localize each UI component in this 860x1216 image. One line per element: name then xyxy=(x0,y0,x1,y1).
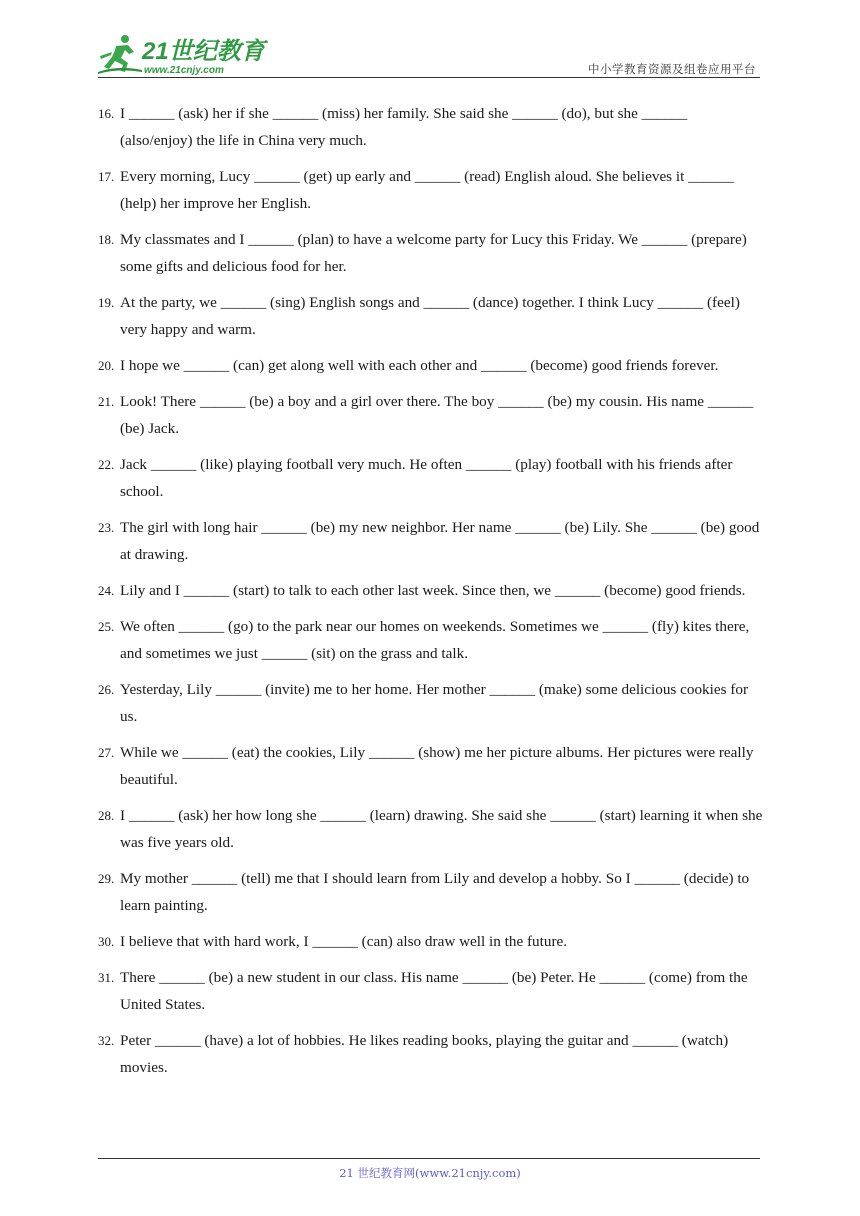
question-number: 24. xyxy=(98,583,115,598)
question-text: Jack ______ (like) playing football very much. He often ______ (play) football with his friends after school. xyxy=(120,456,733,500)
question-number: 17. xyxy=(98,169,115,184)
question-text: Look! There ______ (be) a boy and a girl over there. The boy ______ (be) my cousin. His name ______ (be) Jack. xyxy=(120,393,754,437)
question-text: My classmates and I ______ (plan) to have a welcome party for Lucy this Friday. We ______ (prepare) some gifts and delicious food for her. xyxy=(120,231,747,275)
question-item xyxy=(98,676,763,730)
question-item xyxy=(98,865,763,919)
question-item xyxy=(98,388,763,442)
question-item xyxy=(98,289,763,343)
question-text: We often ______ (go) to the park near our homes on weekends. Sometimes we ______ (fly) kites there, and sometimes we just ______ (sit) on the grass and talk. xyxy=(120,618,750,662)
logo-text: 21世纪教育 xyxy=(142,38,265,65)
question-text: At the party, we ______ (sing) English songs and ______ (dance) together. I think Lucy ______ (feel) very happy and warm. xyxy=(120,294,740,338)
question-item xyxy=(98,163,763,217)
question-number: 30. xyxy=(98,934,115,949)
question-item xyxy=(98,739,763,793)
question-text: Lily and I ______ (start) to talk to each other last week. Since then, we ______ (become) good friends. xyxy=(120,582,746,599)
header-divider xyxy=(98,77,760,78)
page-footer: 21 世纪教育网(www.21cnjy.com) xyxy=(339,1166,521,1180)
question-text: I hope we ______ (can) get along well with each other and ______ (become) good friends forever. xyxy=(120,357,719,374)
question-text: There ______ (be) a new student in our class. His name ______ (be) Peter. He ______ (come) from the United States. xyxy=(120,969,748,1013)
question-item xyxy=(98,514,763,568)
question-text: My mother ______ (tell) me that I should learn from Lily and develop a hobby. So I ______ (decide) to learn painting. xyxy=(120,870,750,914)
question-number: 27. xyxy=(98,745,115,760)
question-number: 23. xyxy=(98,520,115,535)
question-text: I ______ (ask) her how long she ______ (learn) drawing. She said she ______ (start) learning it when she was five years old. xyxy=(120,807,763,851)
question-number: 29. xyxy=(98,871,115,886)
question-text: The girl with long hair ______ (be) my new neighbor. Her name ______ (be) Lily. She ______ (be) good at drawing. xyxy=(120,519,760,563)
question-text: I believe that with hard work, I ______ (can) also draw well in the future. xyxy=(120,933,568,950)
question-number: 28. xyxy=(98,808,115,823)
runner-icon xyxy=(98,35,142,74)
question-number: 19. xyxy=(98,295,115,310)
question-item xyxy=(98,1027,763,1081)
logo-url: www.21cnjy.com xyxy=(144,65,224,76)
question-item xyxy=(98,613,763,667)
question-text: Peter ______ (have) a lot of hobbies. He likes reading books, playing the guitar and ______ (watch) movies. xyxy=(120,1032,729,1076)
question-item xyxy=(98,928,763,955)
question-number: 20. xyxy=(98,358,115,373)
question-number: 25. xyxy=(98,619,115,634)
question-text: While we ______ (eat) the cookies, Lily ______ (show) me her picture albums. Her pictures were really beautiful. xyxy=(120,744,754,788)
question-number: 31. xyxy=(98,970,115,985)
question-text: I ______ (ask) her if she ______ (miss) her family. She said she ______ (do), but she ______ (also/enjoy) the life in China very much. xyxy=(120,105,688,149)
question-item xyxy=(98,451,763,505)
question-number: 16. xyxy=(98,106,115,121)
page-header xyxy=(98,30,760,78)
question-item xyxy=(98,577,763,604)
question-text: Every morning, Lucy ______ (get) up early and ______ (read) English aloud. She believes it ______ (help) her improve her English. xyxy=(120,168,734,212)
question-item xyxy=(98,352,763,379)
question-number: 18. xyxy=(98,232,115,247)
question-item xyxy=(98,802,763,856)
question-number: 26. xyxy=(98,682,115,697)
question-number: 21. xyxy=(98,394,115,409)
question-item xyxy=(98,100,763,154)
platform-name: 中小学教育资源及组卷应用平台 xyxy=(588,62,756,76)
footer-divider xyxy=(98,1158,760,1159)
logo xyxy=(98,32,268,76)
question-item xyxy=(98,964,763,1018)
question-text: Yesterday, Lily ______ (invite) me to her home. Her mother ______ (make) some delicious cookies for us. xyxy=(120,681,749,725)
question-number: 32. xyxy=(98,1033,115,1048)
question-item xyxy=(98,226,763,280)
question-number: 22. xyxy=(98,457,115,472)
question-list xyxy=(98,100,763,1090)
